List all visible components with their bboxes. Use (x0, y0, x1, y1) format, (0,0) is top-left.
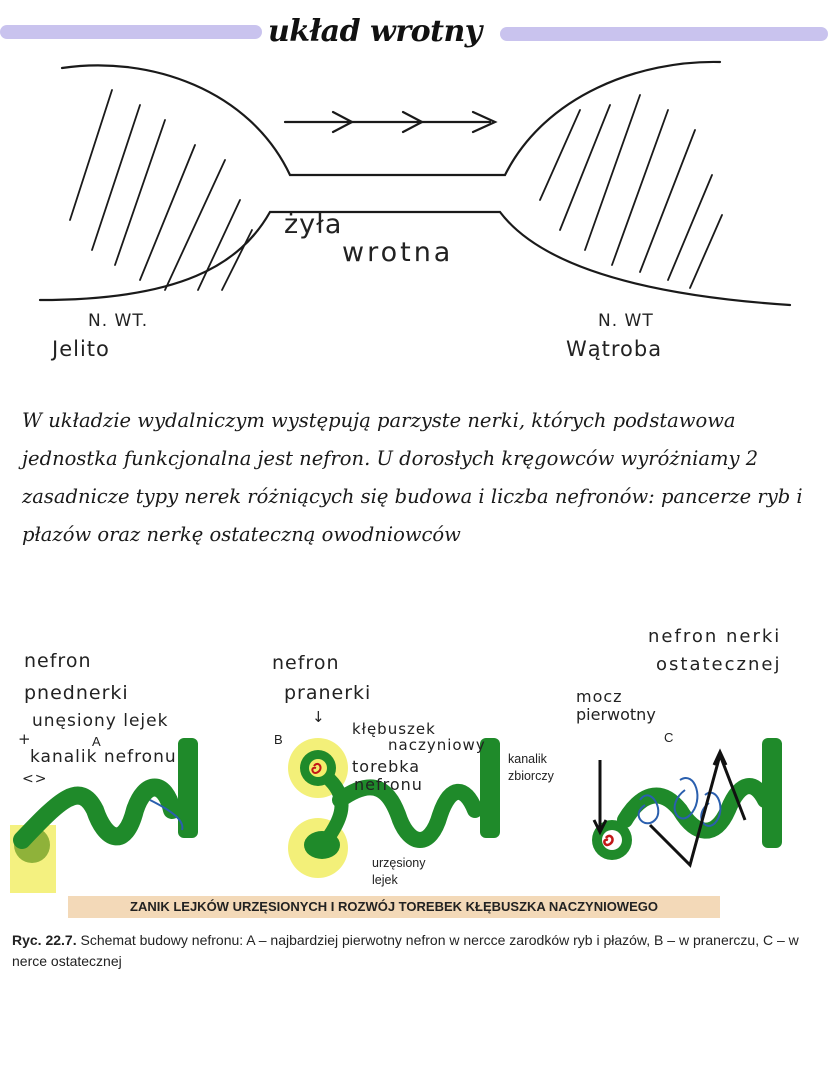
nephron-c-title-1: nefron nerki (648, 626, 782, 647)
figure-caption (12, 930, 812, 972)
capsule-note-2: nefronu (354, 775, 423, 794)
nephron-b-title-2: pranerki (284, 682, 372, 704)
vein-label-2: wrotna (342, 237, 454, 268)
flow-arrow-1 (285, 112, 352, 132)
letter-c: C (664, 730, 674, 745)
header-bar-right (500, 27, 828, 41)
caption-label: Ryc. 22.7. (12, 932, 77, 948)
ciliated-funnel-label-1: urzęsiony (372, 856, 426, 870)
primary-urine-note-1: mocz (576, 687, 623, 706)
nephron-b-title-1: nefron (272, 652, 340, 674)
collecting-duct-label-2: zbiorczy (508, 769, 554, 783)
nephron-c-title-2: ostatecznej (656, 654, 782, 675)
nephron-a-tubule-note: kanalik nefronu (30, 747, 177, 767)
page-title: układ wrotny (268, 14, 482, 49)
right-abbrev: N. WT (598, 311, 654, 331)
left-organ-label: Jelito (52, 337, 110, 361)
right-organ-label: Wątroba (566, 337, 663, 361)
intestine-outline (62, 62, 720, 175)
left-abbrev: N. WT. (88, 311, 149, 331)
nephron-a-plus: + (18, 730, 32, 748)
liver-hatching (540, 95, 722, 288)
nephron-b-arrow: ↓ (312, 708, 326, 726)
vein-label-1: żyła (284, 209, 343, 240)
header-bar-left (0, 25, 262, 39)
letter-b: B (274, 732, 283, 747)
capsule-note-1: torebka (352, 757, 421, 776)
caption-text: Schemat budowy nefronu: A – najbardziej pierwotny nefron w nercce zarodków ryb i płazów, B – w pranerczu, C – w nerce ostatecznej (12, 932, 799, 969)
figure-banner: ZANIK LEJKÓW URZĘSIONYCH I ROZWÓJ TOREBEK KŁĘBUSZKA NACZYNIOWEGO (68, 896, 720, 918)
nephron-a-title-2: pnednerki (24, 682, 129, 704)
glomerulus-note-2: naczyniowy (388, 736, 486, 754)
ciliated-funnel-label-2: lejek (372, 873, 398, 887)
nephron-c-drawing (592, 738, 782, 865)
nephron-a-arrow: <> (22, 771, 48, 787)
primary-urine-note-2: pierwotny (576, 705, 656, 724)
nephron-a-funnel-note: unęsiony lejek (32, 711, 169, 731)
letter-a: A (92, 734, 101, 749)
kidney-note-paragraph: W układzie wydalniczym występują parzyste nerki, których podstawowa jednostka funkcjonalna jest nefron. U dorosłych kręgowców wyróżniamy 2 zasadnicze typy nerek różniących się budowa i liczba nefronów: pancerze ryb i płazów oraz nerkę ostateczną owodniowców (22, 409, 803, 546)
nephron-a-title-1: nefron (24, 650, 92, 672)
flow-arrow-2 (350, 112, 422, 132)
flow-arrow-3 (420, 112, 495, 132)
collecting-duct-label-1: kanalik (508, 752, 547, 766)
glomerulus-note-1: kłębuszek (352, 720, 436, 738)
